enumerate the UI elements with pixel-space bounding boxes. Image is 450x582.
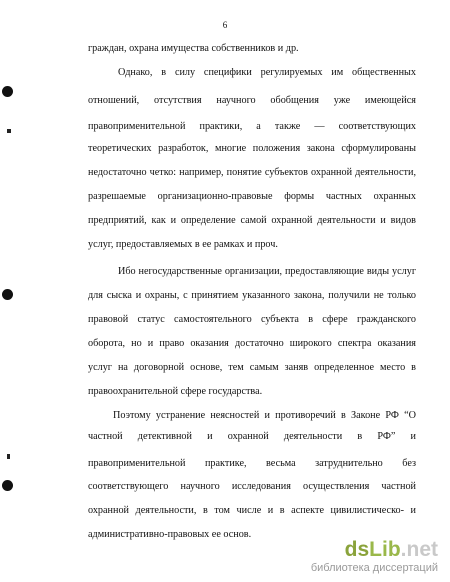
page-number: 6 [222, 20, 228, 30]
text-line: теоретических разработок, многие положения закона сформулированы [88, 143, 416, 154]
text-line: оборота, но и право оказания достаточно широкого спектра оказания [88, 338, 416, 349]
binder-hole-top [2, 86, 13, 97]
text-line: отношений, отсутствия научного обобщения уже имеющейся [88, 95, 416, 106]
dslib-watermark [311, 539, 438, 574]
text-line: услуг, предоставляемых в ее рамках и проч. [88, 239, 278, 250]
text-line: правоприменительной практике, весьма затруднительно без [88, 458, 416, 469]
dslib-logo [311, 539, 438, 561]
text-line: услуг на договорной основе, тем самым заняв определенное место в [88, 362, 416, 373]
text-line: Однако, в силу специфики регулируемых им общественных [118, 67, 416, 78]
text-line: Ибо негосударственные организации, предоставляющие виды услуг [118, 266, 416, 277]
text-line: частной детективной и охранной деятельности в РФ” и [88, 431, 416, 442]
margin-mark [7, 129, 11, 133]
text-line: правовой статус самостоятельного субъекта в сфере гражданского [88, 314, 416, 325]
text-line: граждан, охрана имущества собственников и др. [88, 43, 299, 54]
text-line: Поэтому устранение неясностей и противоречий в Законе РФ “О [113, 410, 416, 421]
logo-lib: Lib [369, 538, 401, 561]
text-line: правоохранительной сфере государства. [88, 386, 263, 397]
binder-hole-bottom [2, 480, 13, 491]
margin-mark-2 [7, 454, 10, 459]
text-line: предприятий, как и определение самой охранной деятельности и видов [88, 215, 416, 226]
logo-net: .net [400, 538, 438, 561]
text-line: охранной деятельности, в том числе и в аспекте цивилистическо- и [88, 505, 416, 516]
watermark-subtitle: библиотека диссертаций [310, 562, 438, 574]
text-line: административно-правовых ее основ. [88, 529, 252, 540]
text-line: правоприменительной практики, а также — соответствующих [88, 121, 416, 132]
text-line: соответствующего научного исследования осуществления частной [88, 481, 416, 492]
text-line: разрешаемые организационно-правовые формы частных охранных [88, 191, 416, 202]
logo-ds: ds [344, 538, 370, 561]
text-line: для сыска и охраны, с принятием указанного закона, получили не только [88, 290, 416, 301]
text-line: недостаточно четко: например, понятие субъектов охранной деятельности, [88, 167, 416, 178]
binder-hole-middle [2, 289, 13, 300]
